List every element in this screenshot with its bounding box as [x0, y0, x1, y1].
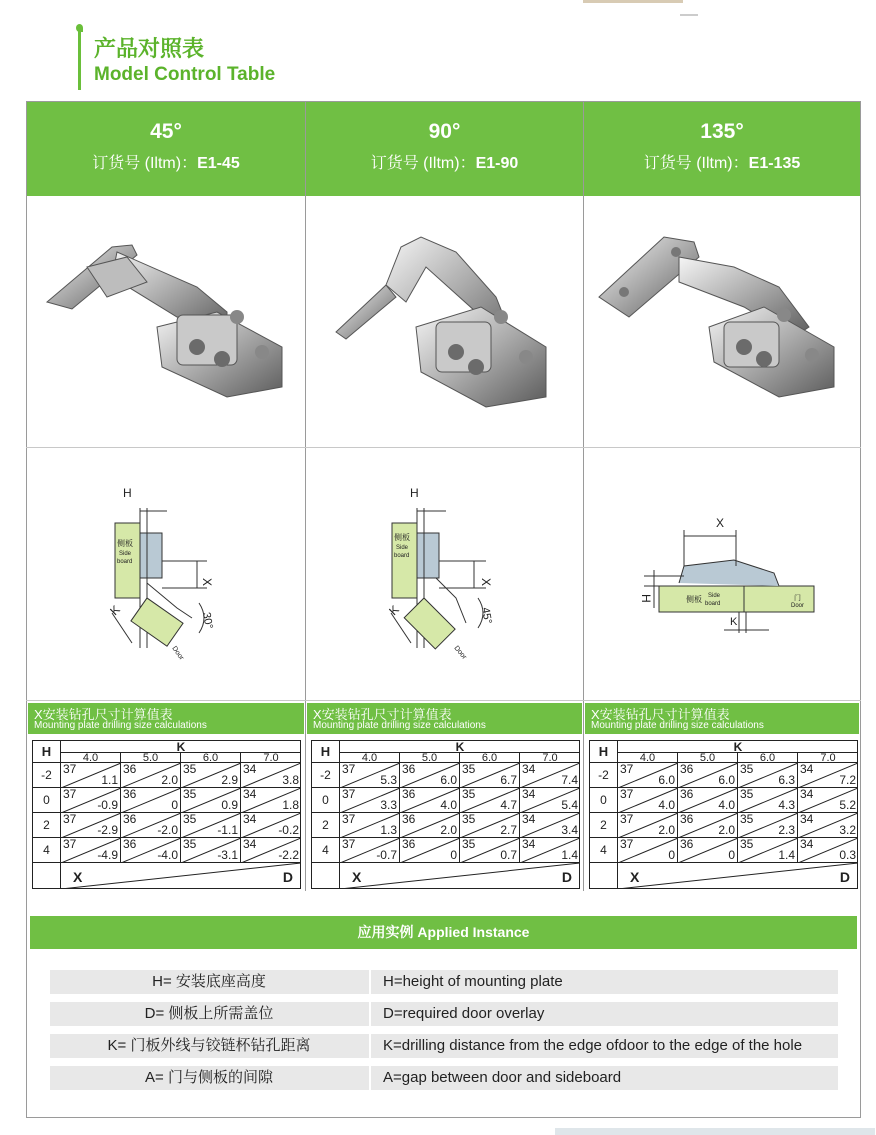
- heading-accent-bar: [78, 28, 81, 90]
- x-value: 37: [342, 788, 356, 801]
- d-value: 2.7: [500, 823, 517, 837]
- x-value: 36: [402, 838, 416, 851]
- x-axis-label: X: [630, 869, 640, 885]
- angle-label: 45°: [150, 120, 182, 143]
- door-cn: 门: [794, 595, 801, 602]
- x-value: 37: [63, 838, 77, 851]
- d-value: -4.0: [157, 848, 178, 862]
- column-header-90: [306, 102, 583, 196]
- d-value: 0: [728, 848, 735, 862]
- d-value: 2.3: [778, 823, 795, 837]
- table-cell: [520, 813, 580, 838]
- dim-k-label: K: [386, 602, 402, 619]
- h-value: -2: [590, 763, 618, 788]
- d-value: 0.3: [839, 848, 856, 862]
- table-cell: [798, 763, 858, 788]
- d-value: 4.7: [500, 798, 517, 812]
- k-value: 7.0: [520, 753, 580, 763]
- dim-h-label: H: [123, 486, 132, 500]
- d-value: 1.3: [380, 823, 397, 837]
- x-value: 34: [800, 788, 814, 801]
- hinge-photo-135: [584, 197, 860, 447]
- door-label: Door: [170, 645, 185, 662]
- order-number: 订货号 (Iltm)：E1-90: [370, 155, 519, 172]
- h-value: 2: [33, 813, 61, 838]
- d-value: -0.2: [278, 823, 299, 837]
- table-cell: [241, 838, 301, 863]
- h-value: 0: [590, 788, 618, 813]
- hinge-photo-90: [306, 197, 583, 447]
- table-cell: [460, 813, 520, 838]
- x-value: 34: [800, 813, 814, 826]
- definition-row: K= 门板外线与铰链杯钻孔距离 K=drilling distance from the edge ofdoor to the edge of the hole: [50, 1034, 838, 1058]
- k-value: 7.0: [798, 753, 858, 763]
- d-value: 5.3: [380, 773, 397, 787]
- x-value: 34: [243, 813, 257, 826]
- table-cell: [678, 813, 738, 838]
- k-value: 5.0: [678, 753, 738, 763]
- x-value: 36: [123, 763, 137, 776]
- definition-row: D= 侧板上所需盖位 D=required door overlay: [50, 1002, 838, 1026]
- drilling-table-90: [311, 740, 580, 889]
- x-value: 37: [342, 763, 356, 776]
- table-cell: [798, 788, 858, 813]
- d-value: 2.0: [658, 823, 675, 837]
- x-value: 35: [740, 838, 754, 851]
- side-board-en: board: [705, 601, 721, 607]
- angle-label: 90°: [428, 120, 461, 143]
- x-value: 34: [522, 813, 536, 826]
- x-value: 37: [620, 763, 634, 776]
- table-cell: [520, 763, 580, 788]
- heading-title-en: Model Control Table: [94, 64, 276, 85]
- h-value: 2: [590, 813, 618, 838]
- drilling-table-title: X安装钻孔尺寸计算值表 Mounting plate drilling size calculations: [585, 703, 859, 734]
- dim-x-label: X: [479, 578, 493, 587]
- column-header-45: [27, 102, 305, 196]
- d-value: 6.0: [658, 773, 675, 787]
- table-cell: [520, 788, 580, 813]
- table-cell: [61, 788, 121, 813]
- k-value: 4.0: [340, 753, 400, 763]
- x-value: 37: [63, 763, 77, 776]
- table-footer-spacer: [33, 863, 61, 889]
- table-cell: [61, 838, 121, 863]
- table-footer: [340, 863, 580, 889]
- d-value: 2.0: [440, 823, 457, 837]
- h-header: H: [33, 741, 61, 763]
- x-value: 36: [680, 763, 694, 776]
- table-cell: [121, 763, 181, 788]
- x-value: 34: [800, 763, 814, 776]
- x-value: 36: [402, 763, 416, 776]
- x-value: 35: [462, 788, 476, 801]
- table-cell: [798, 813, 858, 838]
- table-cell: [181, 838, 241, 863]
- x-value: 36: [402, 788, 416, 801]
- k-value: 5.0: [121, 753, 181, 763]
- table-cell: [61, 813, 121, 838]
- table-cell: [340, 813, 400, 838]
- door-label: Door: [452, 644, 468, 661]
- x-axis-label: X: [73, 869, 83, 885]
- table-cell: [181, 763, 241, 788]
- d-value: 1.8: [282, 798, 299, 812]
- d-axis-label: D: [561, 869, 572, 885]
- h-value: 0: [312, 788, 340, 813]
- x-value: 37: [63, 813, 77, 826]
- d-value: -3.1: [217, 848, 238, 862]
- k-header: K: [618, 741, 858, 753]
- table-cell: [121, 788, 181, 813]
- drilling-table-135: [589, 740, 858, 889]
- table-cell: [618, 813, 678, 838]
- k-value: 5.0: [400, 753, 460, 763]
- x-value: 36: [680, 813, 694, 826]
- k-value: 6.0: [738, 753, 798, 763]
- d-value: 3.8: [282, 773, 299, 787]
- x-value: 36: [123, 813, 137, 826]
- d-value: 0: [450, 848, 457, 862]
- definition-row: H= 安装底座高度 H=height of mounting plate: [50, 970, 838, 994]
- k-header: K: [61, 741, 301, 753]
- d-value: 4.0: [658, 798, 675, 812]
- table-footer: [61, 863, 301, 889]
- dim-k-label: K: [730, 616, 738, 628]
- table-cell: [400, 788, 460, 813]
- x-value: 35: [183, 813, 197, 826]
- h-value: 0: [33, 788, 61, 813]
- x-value: 35: [462, 763, 476, 776]
- table-cell: [121, 813, 181, 838]
- table-cell: [618, 788, 678, 813]
- d-axis-label: D: [839, 869, 850, 885]
- x-value: 35: [462, 838, 476, 851]
- d-value: 7.4: [561, 773, 578, 787]
- table-footer-spacer: [312, 863, 340, 889]
- h-value: -2: [33, 763, 61, 788]
- x-value: 34: [243, 788, 257, 801]
- x-value: 37: [620, 788, 634, 801]
- x-value: 36: [123, 838, 137, 851]
- table-cell: [340, 788, 400, 813]
- side-board-en: Side: [708, 593, 721, 599]
- x-value: 34: [522, 763, 536, 776]
- d-value: 7.2: [839, 773, 856, 787]
- x-value: 35: [183, 763, 197, 776]
- dim-x-label: X: [716, 516, 725, 530]
- d-value: 0: [171, 798, 178, 812]
- h-value: 4: [312, 838, 340, 863]
- table-cell: [61, 763, 121, 788]
- x-value: 35: [740, 763, 754, 776]
- angle-label: 135°: [700, 120, 744, 143]
- x-axis-label: X: [352, 869, 362, 885]
- d-value: -1.1: [217, 823, 238, 837]
- x-value: 36: [402, 813, 416, 826]
- x-value: 36: [680, 788, 694, 801]
- table-cell: [798, 838, 858, 863]
- side-board-cn: 侧板: [686, 595, 702, 604]
- table-cell: [121, 838, 181, 863]
- table-cell: [520, 838, 580, 863]
- x-value: 35: [183, 788, 197, 801]
- d-value: -2.2: [278, 848, 299, 862]
- x-value: 37: [620, 838, 634, 851]
- side-board-cn: 侧板: [117, 539, 133, 548]
- h-header: H: [590, 741, 618, 763]
- side-board-cn: 侧板: [394, 533, 410, 542]
- d-value: -0.7: [376, 848, 397, 862]
- d-value: 0: [668, 848, 675, 862]
- table-footer: [618, 863, 858, 889]
- side-board-en: board: [117, 559, 133, 565]
- x-value: 36: [680, 838, 694, 851]
- k-header: K: [340, 741, 580, 753]
- table-cell: [738, 838, 798, 863]
- d-value: 2.0: [161, 773, 178, 787]
- x-value: 36: [123, 788, 137, 801]
- side-board-en: board: [394, 553, 410, 559]
- x-value: 37: [63, 788, 77, 801]
- d-value: 3.4: [561, 823, 578, 837]
- d-value: 6.0: [718, 773, 735, 787]
- d-value: 3.3: [380, 798, 397, 812]
- table-footer-spacer: [590, 863, 618, 889]
- x-value: 35: [740, 788, 754, 801]
- x-value: 37: [620, 813, 634, 826]
- x-value: 35: [183, 838, 197, 851]
- decor-strip: [583, 0, 683, 3]
- decor-strip: [555, 1128, 875, 1135]
- dim-h-label: H: [639, 594, 653, 603]
- x-value: 34: [522, 788, 536, 801]
- heading-title-cn: 产品对照表: [94, 36, 205, 61]
- side-board-en: Side: [119, 551, 132, 557]
- x-value: 34: [522, 838, 536, 851]
- table-cell: [678, 788, 738, 813]
- table-cell: [340, 763, 400, 788]
- k-value: 4.0: [618, 753, 678, 763]
- h-value: 4: [590, 838, 618, 863]
- table-cell: [181, 788, 241, 813]
- table-cell: [241, 788, 301, 813]
- d-value: -2.9: [97, 823, 118, 837]
- x-value: 35: [462, 813, 476, 826]
- d-value: 0.9: [221, 798, 238, 812]
- d-value: 4.0: [718, 798, 735, 812]
- table-cell: [678, 838, 738, 863]
- d-value: 6.3: [778, 773, 795, 787]
- x-value: 35: [740, 813, 754, 826]
- table-cell: [678, 763, 738, 788]
- angle-label: 45°: [479, 606, 494, 625]
- d-value: 3.2: [839, 823, 856, 837]
- d-value: 5.2: [839, 798, 856, 812]
- installation-diagram-90: [306, 448, 583, 700]
- d-value: -2.0: [157, 823, 178, 837]
- d-value: 2.0: [718, 823, 735, 837]
- table-cell: [460, 838, 520, 863]
- order-number: 订货号 (Iltm)：E1-45: [92, 155, 240, 172]
- definition-row: A= 门与侧板的间隙 A=gap between door and sideboard: [50, 1066, 838, 1090]
- dim-k-label: K: [107, 602, 123, 619]
- x-value: 34: [243, 838, 257, 851]
- k-value: 7.0: [241, 753, 301, 763]
- d-value: 5.4: [561, 798, 578, 812]
- h-value: 4: [33, 838, 61, 863]
- d-value: 6.0: [440, 773, 457, 787]
- table-cell: [400, 813, 460, 838]
- dim-x-label: X: [200, 578, 214, 587]
- d-value: -0.9: [97, 798, 118, 812]
- table-cell: [241, 813, 301, 838]
- installation-diagram-135: [584, 448, 860, 700]
- table-cell: [340, 838, 400, 863]
- table-cell: [618, 763, 678, 788]
- k-value: 4.0: [61, 753, 121, 763]
- d-value: -4.9: [97, 848, 118, 862]
- table-cell: [241, 763, 301, 788]
- d-value: 1.4: [778, 848, 795, 862]
- drilling-table-title: X安装钻孔尺寸计算值表 Mounting plate drilling size calculations: [307, 703, 582, 734]
- d-value: 1.1: [101, 773, 118, 787]
- door-label: Door: [791, 603, 805, 609]
- x-value: 34: [243, 763, 257, 776]
- table-cell: [460, 763, 520, 788]
- h-value: -2: [312, 763, 340, 788]
- installation-diagram-45: [27, 448, 305, 700]
- side-board-en: Side: [396, 545, 409, 551]
- table-cell: [618, 838, 678, 863]
- table-cell: [738, 813, 798, 838]
- table-cell: [738, 763, 798, 788]
- d-value: 4.3: [778, 798, 795, 812]
- table-cell: [181, 813, 241, 838]
- d-axis-label: D: [282, 869, 293, 885]
- x-value: 37: [342, 838, 356, 851]
- decor-mark: [680, 14, 698, 16]
- d-value: 6.7: [500, 773, 517, 787]
- x-value: 37: [342, 813, 356, 826]
- applied-instance-title: 应用实例 Applied Instance: [30, 916, 857, 949]
- table-cell: [460, 788, 520, 813]
- order-number: 订货号 (Iltm)：E1-135: [643, 155, 801, 172]
- drilling-table-45: [32, 740, 301, 889]
- dim-h-label: H: [410, 486, 419, 500]
- d-value: 0.7: [500, 848, 517, 862]
- h-value: 2: [312, 813, 340, 838]
- h-header: H: [312, 741, 340, 763]
- row-divider: [26, 700, 861, 701]
- hinge-photo-45: [27, 197, 305, 447]
- angle-label: 30°: [200, 611, 215, 630]
- column-header-135: [584, 102, 860, 196]
- table-cell: [400, 763, 460, 788]
- d-value: 2.9: [221, 773, 238, 787]
- table-cell: [738, 788, 798, 813]
- d-value: 4.0: [440, 798, 457, 812]
- table-cell: [400, 838, 460, 863]
- k-value: 6.0: [181, 753, 241, 763]
- d-value: 1.4: [561, 848, 578, 862]
- drilling-table-title: X安装钻孔尺寸计算值表 Mounting plate drilling size calculations: [28, 703, 304, 734]
- k-value: 6.0: [460, 753, 520, 763]
- x-value: 34: [800, 838, 814, 851]
